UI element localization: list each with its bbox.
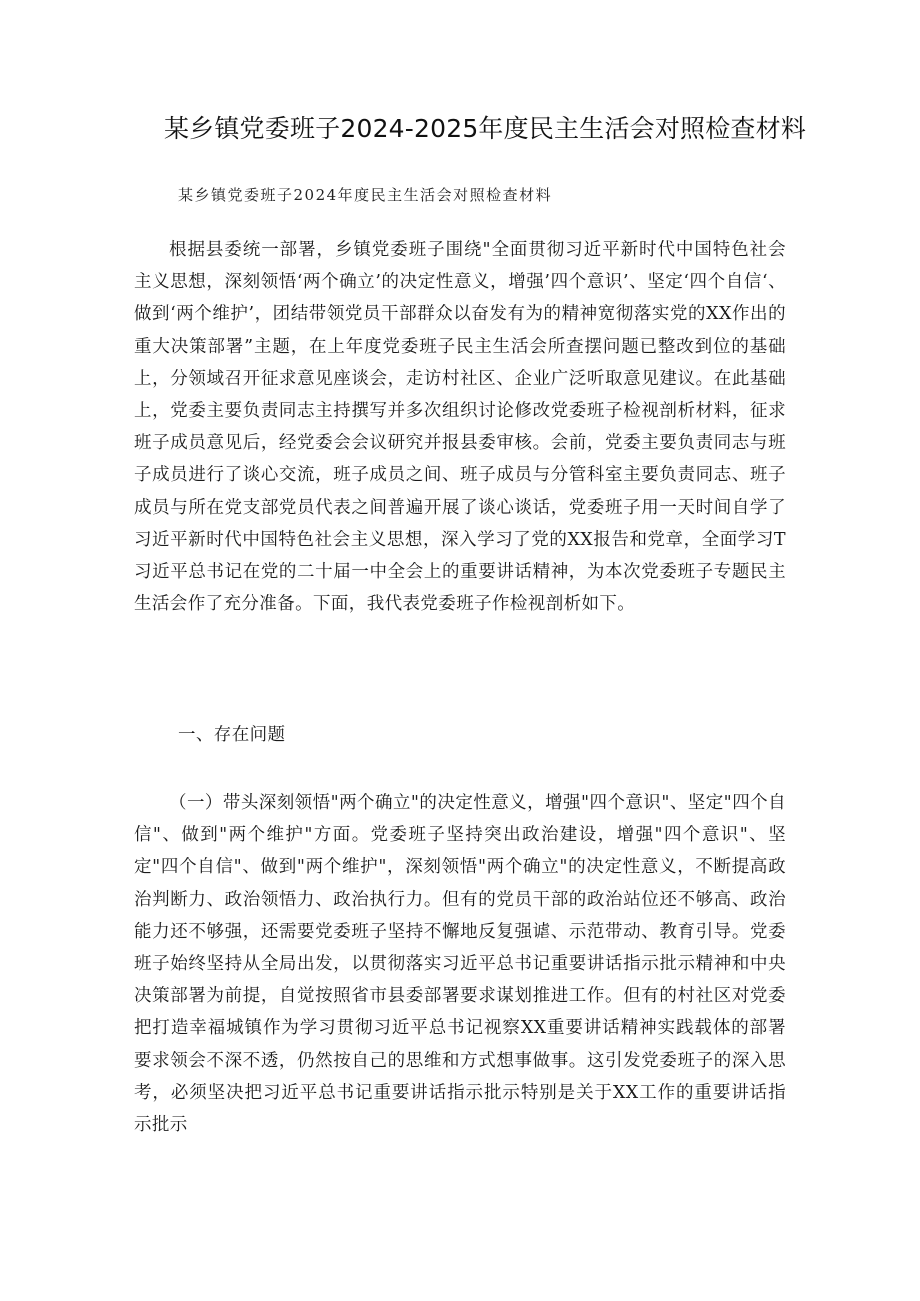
intro-paragraph: 根据县委统一部署，乡镇党委班子围绕"全面贯彻习近平新时代中国特色社会主义思想，深刻领悟‘两个确立’的决定性意义，增强’四个意识’、坚定‘四个自信‘、做到‘两个维护’，团结带领党员干部群众以奋发有为的精神宽彻落实党的XX作出的重大决策部署”主题，在上年度党委班子民主生活会所查摆问题已整改到位的基础上，分领域召开征求意见座谈会，走访村社区、企业广泛听取意见建议。在此基础上，党委主要负责同志主持撰写并多次组织讨论修改党委班子检视剖析材料，征求班子成员意见后，经党委会会议研究并报县委审核。会前，党委主要负责同志与班子成员进行了谈心交流，班子成员之间、班子成员与分管科室主要负责同志、班子成员与所在党支部党员代表之间普遍开展了谈心谈话，党委班子用一天时间自学了习近平新时代中国特色社会主义思想，深入学习了党的XX报告和党章，全面学习T习近平总书记在党的二十届一中全会上的重要讲话精神，为本次党委班子专题民主生活会作了充分准备。下面，我代表党委班子作检视剖析如下。 [134,240,786,615]
problem-paragraph: （一）带头深刻领悟"两个确立"的决定性意义，增强"四个意识"、坚定"四个自信"、做到"两个维护"方面。党委班子坚持突出政治建设，增强"四个意识"、坚定"四个自信"、做到"两个维护"，深刻领悟"两个确立"的决定性意义，不断提高政治判断力、政治领悟力、政治执行力。但有的党员干部的政治站位还不够高、政治能力还不够强，还需要党委班子坚持不懈地反复强谑、示范带动、教育引导。党委班子始终坚持从全局出发，以贯彻落实习近平总书记重要讲话指示批示精神和中央决策部署为前提，自觉按照省市县委部署要求谋划推进工作。但有的村社区对党委把打造幸福城镇作为学习贯彻习近平总书记视察XX重要讲话精神实践载体的部署要求领会不深不透，仍然按自己的思维和方式想事做事。这引发党委班子的深入思考，必须坚决把习近平总书记重要讲话指示批示特别是关于XX工作的重要讲话指示批示 [134,793,786,1136]
document-title: 某乡镇党委班子2024-2025年度民主生活会对照检查材料 [163,114,807,143]
section-heading: 一、存在问题 [178,725,286,745]
document-subtitle: 某乡镇党委班子2024年度民主生活会对照检查材料 [178,186,553,204]
